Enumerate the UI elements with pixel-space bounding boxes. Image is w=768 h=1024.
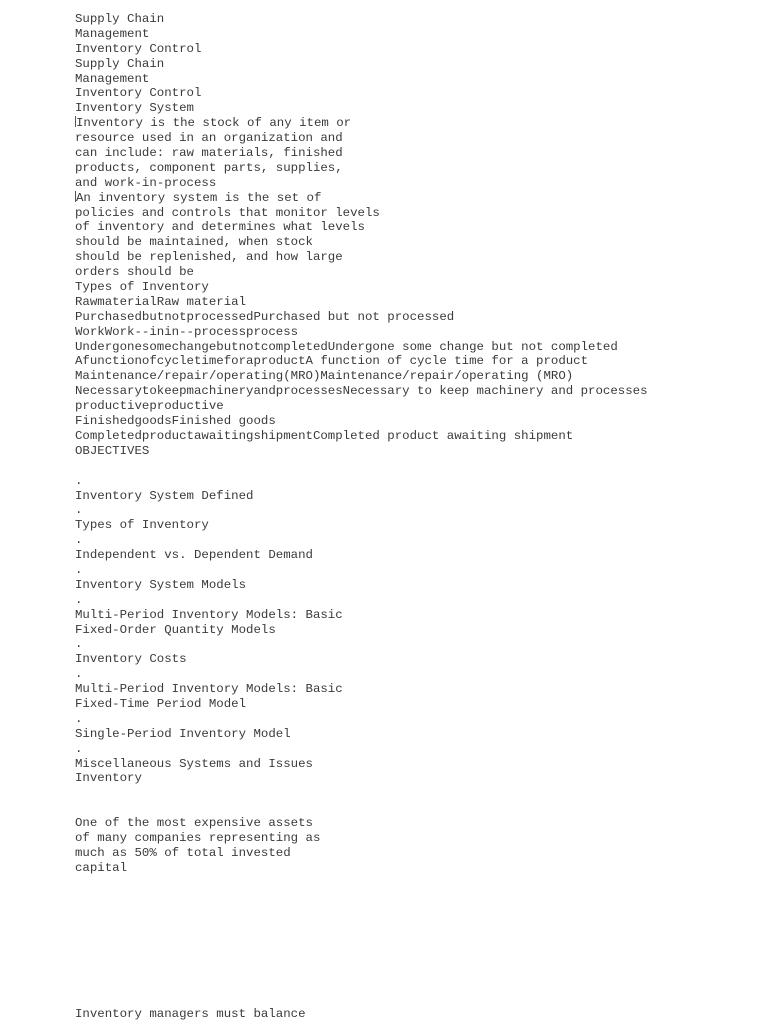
bullet-dot: .	[75, 741, 83, 756]
definition-line: should be replenished, and how large	[75, 250, 343, 265]
header-line: Inventory Control	[75, 86, 202, 101]
definition-line: products, component parts, supplies,	[75, 160, 343, 175]
definition-line: policies and controls that monitor levels	[75, 205, 380, 220]
types-line: Maintenance/repair/operating(MRO)Maintenance/repair/operating (MRO)	[75, 369, 574, 384]
definition-inventory-system	[75, 191, 755, 280]
section-heading: OBJECTIVES	[75, 443, 150, 458]
objective-item: Multi-Period Inventory Models: Basic	[75, 682, 343, 697]
types-line: NecessarytokeepmachineryandprocessesNecessary to keep machinery and processes	[75, 384, 648, 399]
objective-item: Multi-Period Inventory Models: Basic	[75, 607, 343, 622]
definition-line: and work-in-process	[75, 175, 217, 190]
footer-block	[75, 1007, 306, 1022]
definition-inventory	[75, 116, 755, 190]
inventory-line: of many companies representing as	[75, 830, 321, 845]
bullet-dot: .	[75, 667, 83, 682]
definition-line: resource used in an organization and	[75, 131, 343, 146]
bullet-dot: .	[75, 533, 83, 548]
header-line: Inventory Control	[75, 41, 202, 56]
header-line: Supply Chain	[75, 56, 165, 71]
bullet-dot: .	[75, 562, 83, 577]
types-of-inventory	[75, 280, 755, 444]
types-line: RawmaterialRaw material	[75, 294, 247, 309]
header-line: Management	[75, 71, 150, 86]
objective-item: Fixed-Order Quantity Models	[75, 622, 276, 637]
objectives-section	[75, 444, 755, 772]
header-line: Inventory System	[75, 101, 194, 116]
objective-item: Types of Inventory	[75, 518, 209, 533]
footer-line: Inventory managers must balance	[75, 1007, 306, 1021]
objective-item: Inventory Costs	[75, 652, 187, 667]
definition-line: An inventory system is the set of	[76, 190, 322, 205]
definition-line: can include: raw materials, finished	[75, 146, 343, 161]
objective-item: Fixed-Time Period Model	[75, 696, 247, 711]
types-line: UndergonesomechangebutnotcompletedUndergone some change but not completed	[75, 339, 618, 354]
section-heading: Inventory	[75, 771, 142, 786]
header-line: Management	[75, 26, 150, 41]
definition-line: orders should be	[75, 265, 194, 280]
objective-item: Single-Period Inventory Model	[75, 726, 291, 741]
inventory-section	[75, 771, 755, 875]
header-line: Supply Chain	[75, 12, 165, 26]
inventory-line: much as 50% of total invested	[75, 845, 291, 860]
bullet-dot: .	[75, 637, 83, 652]
bullet-dot: .	[75, 592, 83, 607]
inventory-line: One of the most expensive assets	[75, 816, 313, 831]
objective-item: Inventory System Defined	[75, 488, 254, 503]
types-line: CompletedproductawaitingshipmentCompleted product awaiting shipment	[75, 428, 574, 443]
definition-line: Inventory is the stock of any item or	[76, 116, 352, 131]
inventory-line: capital	[75, 860, 128, 875]
document-page	[75, 12, 755, 1021]
bullet-dot: .	[75, 473, 83, 488]
bullet-dot: .	[75, 711, 83, 726]
objective-item: Miscellaneous Systems and Issues	[75, 756, 313, 771]
types-line: FinishedgoodsFinished goods	[75, 414, 276, 429]
header-block	[75, 12, 755, 116]
section-heading: Types of Inventory	[75, 280, 209, 295]
objective-item: Inventory System Models	[75, 577, 247, 592]
bullet-dot: .	[75, 503, 83, 518]
types-line: productiveproductive	[75, 399, 224, 414]
types-line: PurchasedbutnotprocessedPurchased but not processed	[75, 309, 455, 324]
types-line: WorkWork--inin--processprocess	[75, 324, 299, 339]
definition-line: should be maintained, when stock	[75, 235, 313, 250]
objective-item: Independent vs. Dependent Demand	[75, 548, 313, 563]
definition-line: of inventory and determines what levels	[75, 220, 365, 235]
types-line: AfunctionofcycletimeforaproductA function of cycle time for a product	[75, 354, 589, 369]
